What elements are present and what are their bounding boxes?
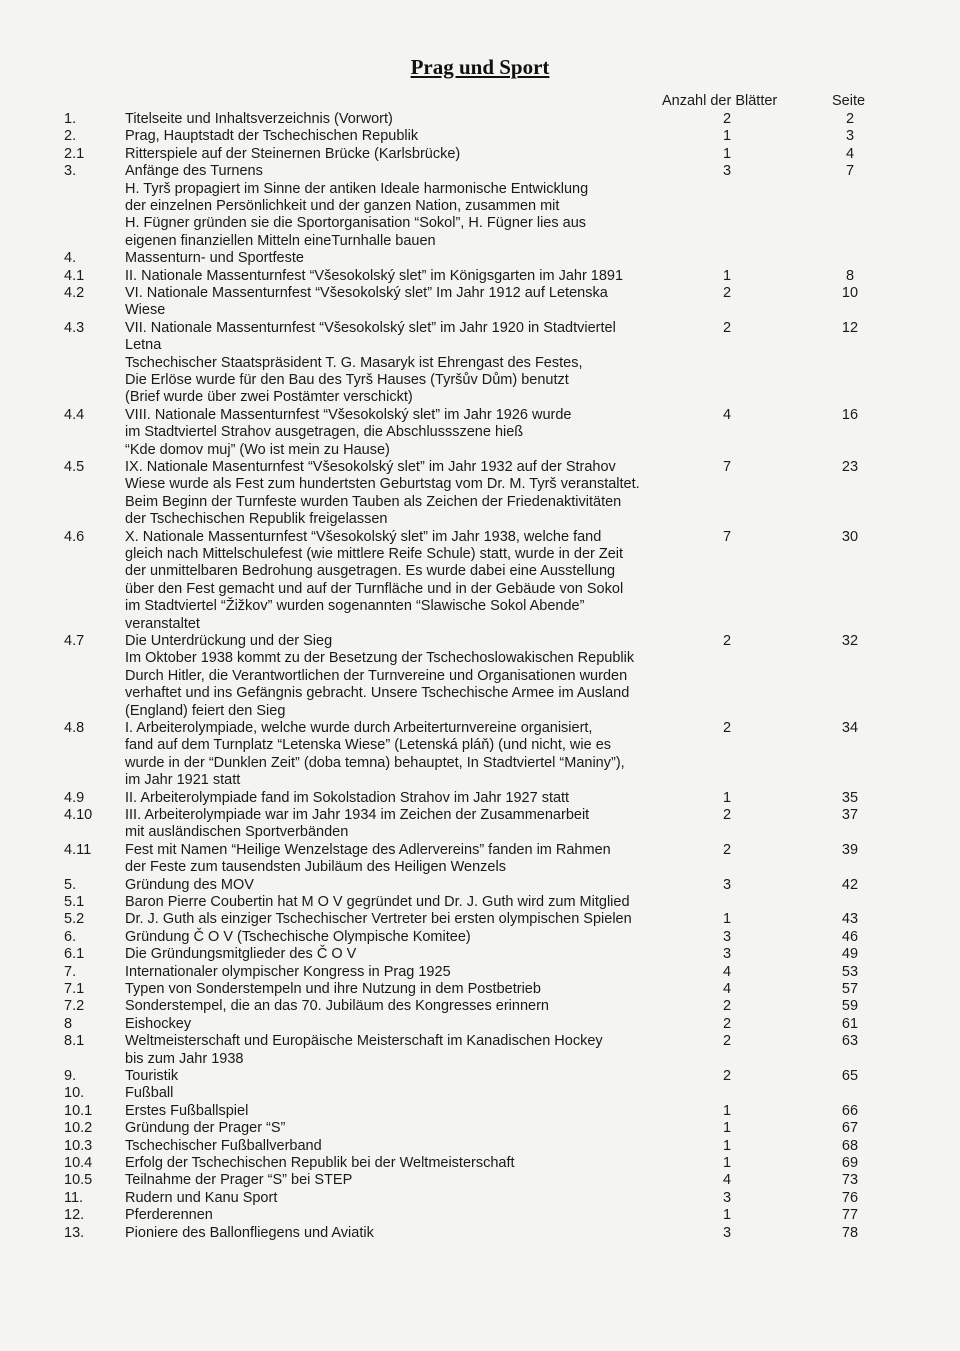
entry-number: 10.4 [64, 1155, 93, 1171]
toc-entry [0, 268, 960, 285]
entry-title: Gründung des MOV [125, 876, 254, 893]
entry-number: 10.3 [64, 1137, 93, 1154]
toc-entry [0, 946, 960, 963]
entry-number: 5. [64, 876, 77, 893]
entry-number: 4.8 [64, 720, 85, 736]
entry-page-number: 61 [841, 1015, 859, 1032]
entry-sheet-count: 1 [722, 267, 732, 284]
entry-title: Erfolg der Tschechischen Republik bei der Weltmeisterschaft [125, 1155, 515, 1171]
entry-page-number: 78 [841, 1224, 859, 1241]
toc-entry [0, 877, 960, 894]
toc-entry [0, 1033, 960, 1068]
entry-number: 5.2 [64, 911, 85, 928]
entry-title: Prag, Hauptstadt der Tschechischen Republik [125, 128, 419, 145]
toc-entry [0, 1225, 960, 1242]
entry-sheet-count: 1 [722, 789, 732, 806]
entry-number: 1. [64, 111, 77, 127]
entry-sheet-count: 1 [722, 911, 732, 928]
entry-sheet-count: 4 [722, 963, 732, 980]
entry-title: VII. Nationale Massenturnfest “Všesokolský slet” im Jahr 1920 in Stadtviertel Letna Tschechischer Staatspräsident T. G. Masaryk ist Ehrengast des Festes, Die Erlöse wurde für den Bau des Tyrš Hauses (Tyršův Dům) benutzt (Brief wurde über zwei Postämter verschickt) [125, 319, 616, 406]
entry-title: Titelseite und Inhaltsverzeichnis (Vorwort) [125, 111, 393, 127]
toc-entry [0, 964, 960, 981]
entry-number: 6. [64, 928, 77, 945]
entry-number: 7.1 [64, 981, 85, 997]
entry-number: 9. [64, 1068, 77, 1084]
toc-entry [0, 1155, 960, 1172]
entry-number: 3. [64, 163, 77, 180]
entry-sheet-count: 3 [722, 1189, 732, 1206]
toc-entry [0, 163, 960, 250]
entry-title: I. Arbeiterolympiade, welche wurde durch Arbeiterturnvereine organisiert, fand auf dem Turnplatz “Letenska Wiese” (Letenská pláň) (und nicht, wie es wurde in der “Dunklen Zeit” (doba temna) behauptet, In Stadtviertel “Maniny”), im Jahr 1921 statt [125, 720, 625, 789]
entry-number: 2.1 [64, 145, 85, 162]
entry-sheet-count: 1 [722, 1102, 732, 1119]
entry-number: 6.1 [64, 946, 85, 963]
entry-title: Ritterspiele auf der Steinernen Brücke (Karlsbrücke) [125, 145, 461, 162]
entry-title: Typen von Sonderstempeln und ihre Nutzung in dem Postbetrieb [125, 981, 541, 997]
entry-title: X. Nationale Massenturnfest “Všesokolský slet” im Jahr 1938, welche fand gleich nach Mittelschulefest (wie mittlere Reife Schule) statt, wurde in der Zeit der unmittelbaren Bedrohung ausgetragen. Es wurde dabei eine Ausstellung über den Fest gemacht und auf der Turnfläche und in der Gebäude von Sokol im Stadtviertel “Žižkov” wurden sogenannten “Slawische Sokol Abende” veranstaltet [125, 528, 624, 632]
entry-page-number: 42 [841, 876, 859, 893]
entry-page-number: 59 [841, 998, 859, 1015]
entry-page-number: 16 [841, 406, 859, 423]
entry-number: 8.1 [64, 1033, 85, 1050]
toc-entry [0, 1103, 960, 1120]
entry-title: Baron Pierre Coubertin hat M O V gegründet und Dr. J. Guth wird zum Mitglied [125, 894, 630, 910]
entry-page-number: 73 [841, 1172, 859, 1189]
entry-page-number: 67 [841, 1120, 859, 1137]
entry-page-number: 35 [841, 789, 859, 806]
entry-page-number: 23 [841, 459, 859, 475]
entry-number: 4.9 [64, 789, 85, 806]
entry-page-number: 65 [841, 1068, 859, 1084]
entry-sheet-count: 2 [722, 1015, 732, 1032]
toc-entry [0, 1068, 960, 1085]
entry-title: Touristik [125, 1068, 179, 1084]
entry-title: Weltmeisterschaft und Europäische Meisterschaft im Kanadischen Hockey bis zum Jahr 1938 [125, 1033, 603, 1067]
entry-number: 4. [64, 250, 77, 267]
entry-title: Gründung der Prager “S” [125, 1120, 286, 1137]
toc-entry [0, 633, 960, 720]
entry-sheet-count: 1 [722, 1207, 732, 1224]
entry-page-number: 12 [841, 319, 859, 336]
entry-sheet-count: 1 [722, 145, 732, 162]
entry-sheet-count: 7 [722, 459, 732, 475]
entry-number: 5.1 [64, 894, 85, 910]
entry-page-number: 69 [841, 1155, 859, 1171]
page-title: Prag und Sport [410, 55, 550, 79]
toc-entry [0, 407, 960, 459]
entry-title: Fest mit Namen “Heilige Wenzelstage des Adlervereins” fanden im Rahmen der Feste zum tausendsten Jubiläum des Heiligen Wenzels [125, 841, 611, 876]
entry-page-number: 39 [841, 841, 859, 858]
entry-page-number: 10 [841, 285, 859, 301]
entry-page-number: 8 [845, 267, 855, 284]
entry-title: VI. Nationale Massenturnfest “Všesokolský slet” Im Jahr 1912 auf Letenska Wiese [125, 285, 608, 319]
toc-entry [0, 842, 960, 877]
entry-sheet-count: 2 [722, 1033, 732, 1050]
toc-entry [0, 1085, 960, 1102]
entry-title: Anfänge des Turnens H. Tyrš propagiert im Sinne der antiken Ideale harmonische Entwicklung der einzelnen Persönlichkeit und der ganzen Nation, zusammen mit H. Fügner gründen sie die Sportorganisation “Sokol”, H. Fügner lies aus eigenen finanziellen Mitteln eineTurnhalle bauen [125, 163, 589, 249]
entry-sheet-count: 4 [722, 1172, 732, 1189]
entry-number: 7. [64, 963, 77, 980]
entry-page-number: 4 [845, 145, 855, 162]
entry-page-number: 43 [841, 911, 859, 928]
toc-entry [0, 998, 960, 1015]
toc-entry [0, 807, 960, 842]
entry-number: 11. [64, 1189, 84, 1206]
entry-page-number: 77 [841, 1207, 859, 1224]
entry-title: Pferderennen [125, 1207, 213, 1224]
entry-sheet-count: 3 [722, 928, 732, 945]
entry-page-number: 46 [841, 928, 859, 945]
entry-sheet-count: 4 [722, 981, 732, 997]
entry-number: 13. [64, 1224, 85, 1241]
toc-entry [0, 320, 960, 407]
toc-entry [0, 790, 960, 807]
toc-entry [0, 911, 960, 928]
entry-sheet-count: 2 [722, 633, 732, 649]
entry-number: 4.11 [64, 841, 92, 858]
entry-number: 4.10 [64, 807, 93, 823]
toc-entry [0, 894, 960, 911]
entry-page-number: 68 [841, 1137, 859, 1154]
entry-page-number: 66 [841, 1102, 859, 1119]
entry-title: II. Arbeiterolympiade fand im Sokolstadion Strahov im Jahr 1927 statt [125, 789, 570, 806]
toc-entry [0, 459, 960, 529]
entry-title: Massenturn- und Sportfeste [125, 250, 304, 267]
entry-sheet-count: 7 [722, 528, 732, 545]
entry-page-number: 3 [845, 128, 855, 145]
toc-entry [0, 1120, 960, 1137]
entry-number: 4.5 [64, 459, 85, 475]
entry-page-number: 30 [841, 528, 859, 545]
column-header-sheets: Anzahl der Blätter [662, 93, 778, 109]
entry-title: II. Nationale Massenturnfest “Všesokolský slet” im Königsgarten im Jahr 1891 [125, 267, 624, 284]
toc-entry [0, 720, 960, 790]
entry-title: Pioniere des Ballonfliegens und Aviatik [125, 1224, 374, 1241]
entry-page-number: 76 [841, 1189, 859, 1206]
toc-entry [0, 929, 960, 946]
entry-title: Fußball [125, 1085, 174, 1102]
entry-page-number: 37 [841, 807, 859, 823]
toc-entry [0, 285, 960, 320]
toc-entry [0, 128, 960, 145]
entry-sheet-count: 2 [722, 998, 732, 1015]
entry-number: 10. [64, 1085, 85, 1102]
entry-number: 4.2 [64, 285, 85, 301]
entry-page-number: 7 [845, 163, 855, 180]
entry-title: Erstes Fußballspiel [125, 1102, 249, 1119]
entry-sheet-count: 2 [722, 285, 732, 301]
entry-number: 12. [64, 1207, 85, 1224]
entry-title: Sonderstempel, die an das 70. Jubiläum des Kongresses erinnern [125, 998, 549, 1015]
entry-number: 4.6 [64, 528, 85, 545]
entry-sheet-count: 1 [722, 1137, 732, 1154]
entry-number: 8 [64, 1015, 73, 1032]
entry-title: Internationaler olympischer Kongress in Prag 1925 [125, 963, 451, 980]
entry-sheet-count: 2 [722, 1068, 732, 1084]
toc-entry [0, 111, 960, 128]
toc-entry [0, 981, 960, 998]
entry-title: Tschechischer Fußballverband [125, 1137, 322, 1154]
column-header-page: Seite [832, 93, 866, 109]
toc-entry [0, 1138, 960, 1155]
toc-entry [0, 1190, 960, 1207]
entry-sheet-count: 2 [722, 720, 732, 736]
entry-title: Dr. J. Guth als einziger Tschechischer Vertreter bei ersten olympischen Spielen [125, 911, 632, 928]
entry-number: 2. [64, 128, 77, 145]
entry-sheet-count: 3 [722, 876, 732, 893]
entry-number: 4.1 [64, 267, 85, 284]
entry-title: Gründung Č O V (Tschechische Olympische Komitee) [125, 928, 471, 945]
entry-sheet-count: 2 [722, 319, 732, 336]
entry-sheet-count: 2 [722, 111, 732, 127]
entry-sheet-count: 3 [722, 1224, 732, 1241]
entry-number: 7.2 [64, 998, 85, 1015]
entry-number: 4.3 [64, 319, 85, 336]
entry-sheet-count: 2 [722, 841, 732, 858]
toc-entry [0, 250, 960, 267]
entry-sheet-count: 1 [722, 128, 732, 145]
entry-title: Die Unterdrückung und der Sieg Im Oktober 1938 kommt zu der Besetzung der Tschechoslowakischen Republik Durch Hitler, die Verantwortlichen der Turnvereine und Organisationen wurden verhaftet und ins Gefängnis gebracht. Unsere Tschechische Armee im Ausland (England) feiert den Sieg [125, 633, 635, 719]
entry-number: 10.2 [64, 1120, 93, 1137]
entry-page-number: 32 [841, 633, 859, 649]
entry-sheet-count: 1 [722, 1155, 732, 1171]
entry-title: Die Gründungsmitglieder des Č O V [125, 946, 357, 963]
entry-sheet-count: 2 [722, 807, 732, 823]
entry-page-number: 49 [841, 946, 859, 963]
entry-sheet-count: 3 [722, 946, 732, 963]
toc-entry [0, 1207, 960, 1224]
entry-title: III. Arbeiterolympiade war im Jahr 1934 im Zeichen der Zusammenarbeit mit ausländischen Sportverbänden [125, 807, 590, 841]
entry-number: 10.1 [64, 1102, 93, 1119]
toc-entry [0, 146, 960, 163]
toc-entry [0, 529, 960, 633]
toc-entry [0, 1016, 960, 1033]
entry-title: Rudern und Kanu Sport [125, 1189, 278, 1206]
entry-sheet-count: 3 [722, 163, 732, 180]
entry-page-number: 2 [845, 111, 855, 127]
entry-title: VIII. Nationale Massenturnfest “Všesokolský slet” im Jahr 1926 wurde im Stadtviertel Strahov ausgetragen, die Abschlussszene hieß “Kde domov muj” (Wo ist mein zu Hause) [125, 406, 572, 458]
entry-page-number: 63 [841, 1033, 859, 1050]
entry-sheet-count: 4 [722, 406, 732, 423]
entry-page-number: 53 [841, 963, 859, 980]
entry-sheet-count: 1 [722, 1120, 732, 1137]
entry-page-number: 57 [841, 981, 859, 997]
entry-title: Eishockey [125, 1015, 192, 1032]
entry-number: 4.4 [64, 406, 85, 423]
entry-title: IX. Nationale Masenturnfest “Všesokolský slet” im Jahr 1932 auf der Strahov Wiese wurde als Fest zum hundertsten Geburtstag vom Dr. M. Tyrš veranstaltet. Beim Beginn der Turnfeste wurden Tauben als Zeichen der Friedenaktivitäten der Tschechischen Republik freigelassen [125, 459, 640, 528]
toc-entry [0, 1172, 960, 1189]
entry-number: 10.5 [64, 1172, 93, 1189]
entry-number: 4.7 [64, 633, 85, 649]
entry-title: Teilnahme der Prager “S” bei STEP [125, 1172, 353, 1189]
entry-page-number: 34 [841, 720, 859, 736]
